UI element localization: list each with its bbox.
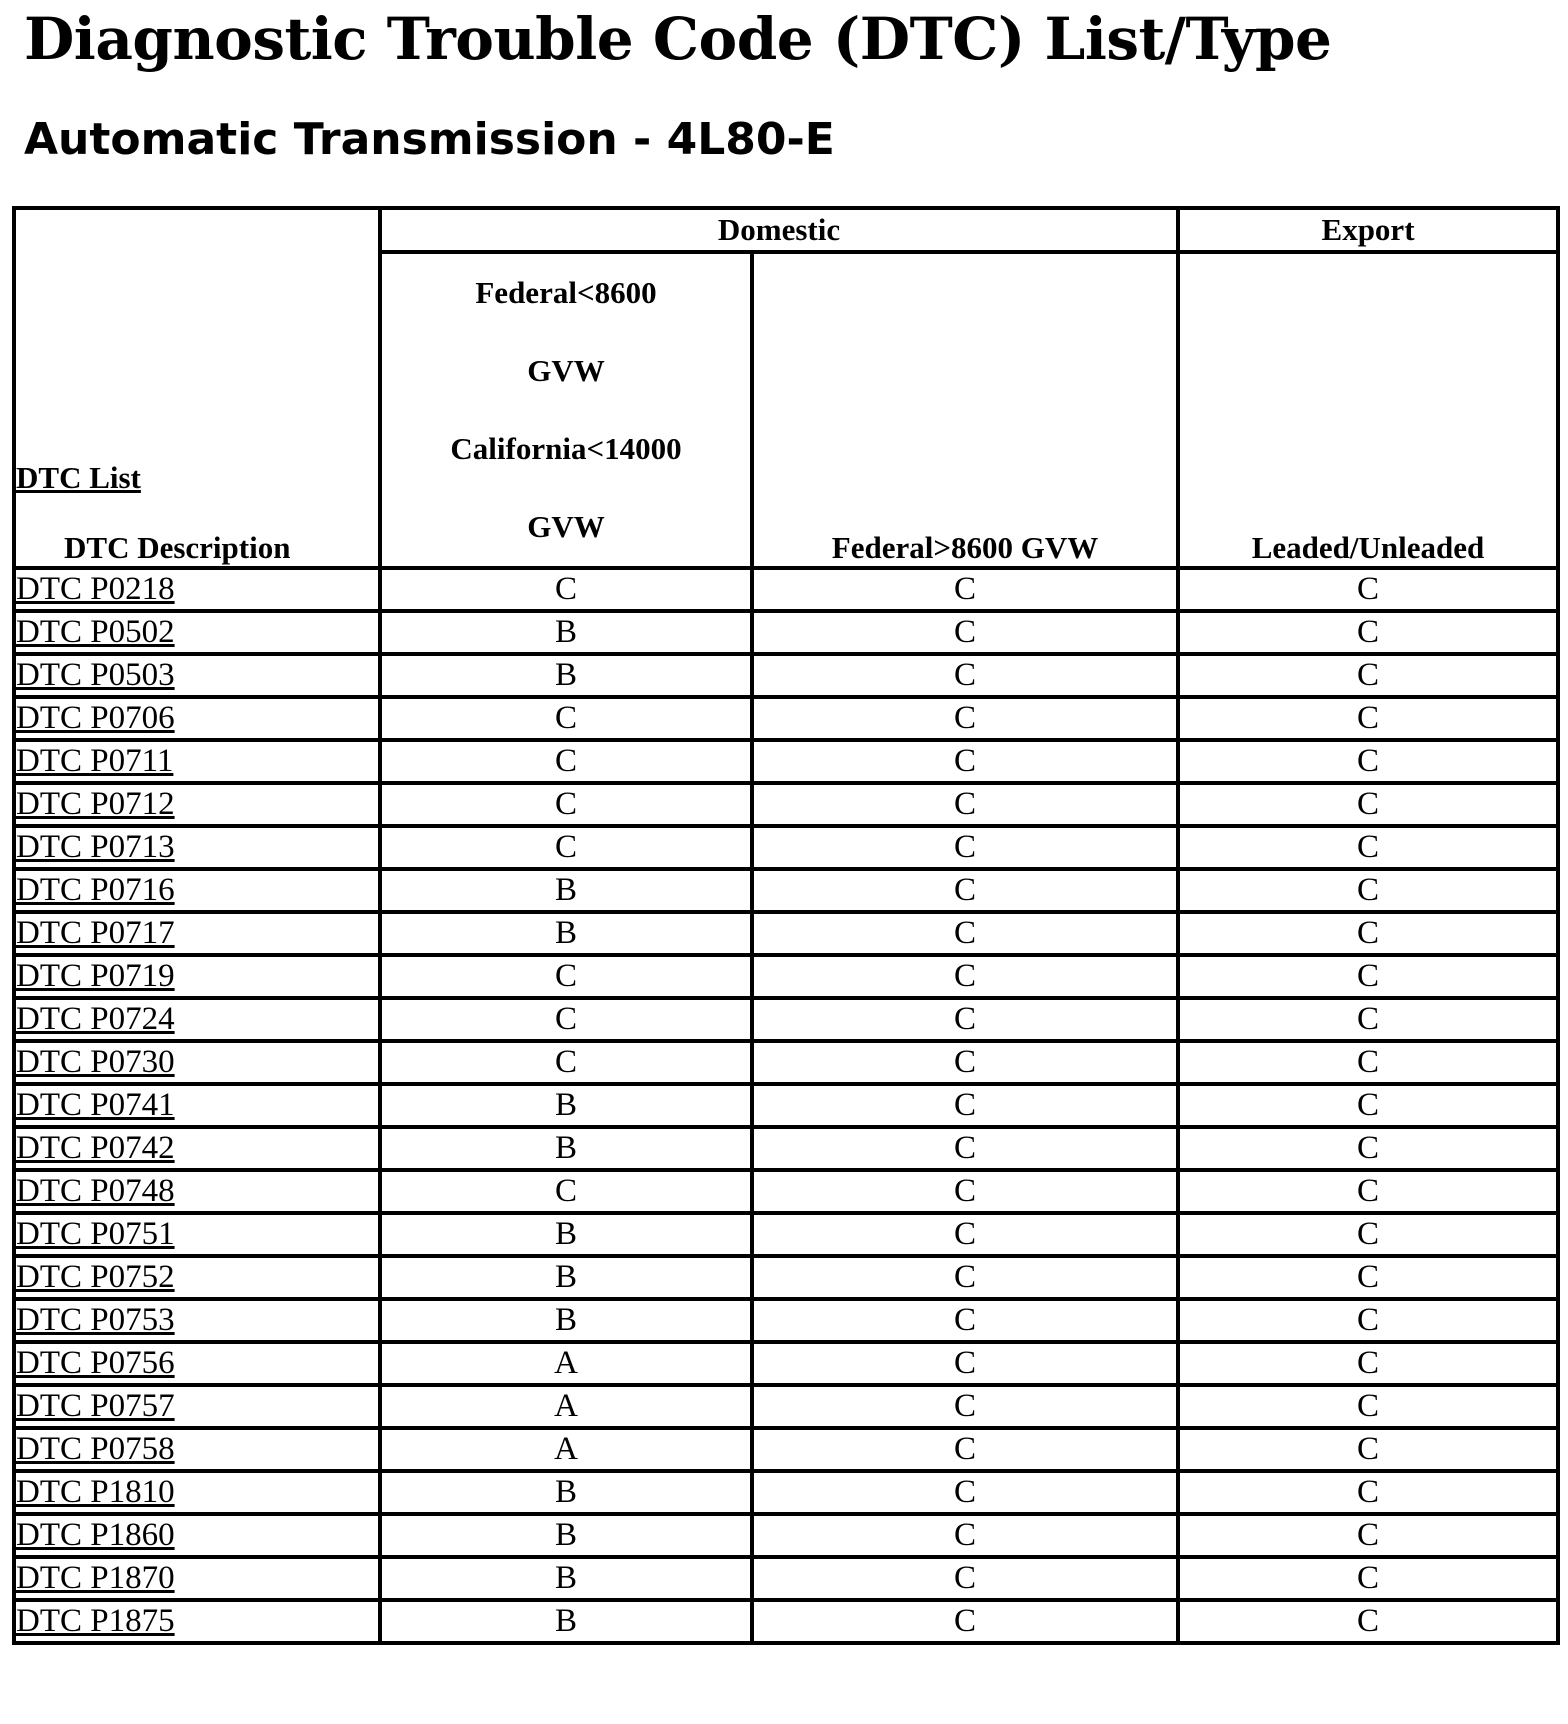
dtc-table-body (14, 568, 1558, 1643)
leaded-unleaded-value: C (1178, 1170, 1558, 1213)
leaded-unleaded-value: C (1178, 1041, 1558, 1084)
table-row (14, 912, 1558, 955)
leaded-unleaded-value: C (1178, 1600, 1558, 1643)
table-row (14, 1557, 1558, 1600)
dtc-code-cell (14, 740, 380, 783)
dtc-code-link[interactable]: DTC P0717 (16, 915, 175, 951)
dtc-code-cell (14, 654, 380, 697)
federal-over-8600-value: C (752, 740, 1178, 783)
federal-under-8600-value: B (380, 1213, 752, 1256)
dtc-code-cell (14, 1213, 380, 1256)
export-header: Export (1178, 208, 1558, 252)
federal-over-8600-value: C (752, 1557, 1178, 1600)
leaded-unleaded-header: Leaded/Unleaded (1178, 252, 1558, 568)
federal-under-8600-value: A (380, 1428, 752, 1471)
dtc-code-cell (14, 1471, 380, 1514)
federal-over-8600-value: C (752, 1127, 1178, 1170)
federal-over-8600-value: C (752, 826, 1178, 869)
dtc-code-cell (14, 1127, 380, 1170)
dtc-code-link[interactable]: DTC P0752 (16, 1259, 175, 1295)
federal-under-8600-line-3: California<14000 (450, 431, 682, 466)
dtc-code-cell (14, 611, 380, 654)
federal-under-8600-value: C (380, 568, 752, 611)
federal-under-8600-value: C (380, 998, 752, 1041)
leaded-unleaded-value: C (1178, 697, 1558, 740)
table-row (14, 1170, 1558, 1213)
dtc-code-link[interactable]: DTC P0748 (16, 1173, 175, 1209)
federal-over-8600-value: C (752, 1041, 1178, 1084)
federal-over-8600-value: C (752, 1170, 1178, 1213)
dtc-code-cell (14, 826, 380, 869)
federal-under-8600-value: B (380, 1299, 752, 1342)
dtc-code-link[interactable]: DTC P0713 (16, 829, 175, 865)
federal-under-8600-value: C (380, 1170, 752, 1213)
dtc-code-link[interactable]: DTC P0758 (16, 1431, 175, 1467)
dtc-description-header (14, 208, 380, 568)
federal-over-8600-value: C (752, 1213, 1178, 1256)
federal-over-8600-value: C (752, 611, 1178, 654)
table-row (14, 568, 1558, 611)
dtc-code-cell (14, 1256, 380, 1299)
dtc-code-link[interactable]: DTC P0742 (16, 1130, 175, 1166)
dtc-code-link[interactable]: DTC P1875 (16, 1603, 175, 1639)
leaded-unleaded-value: C (1178, 1471, 1558, 1514)
dtc-code-link[interactable]: DTC P0719 (16, 958, 175, 994)
dtc-code-link[interactable]: DTC P0706 (16, 700, 175, 736)
dtc-code-link[interactable]: DTC P0218 (16, 571, 175, 607)
dtc-code-cell (14, 568, 380, 611)
leaded-unleaded-value: C (1178, 568, 1558, 611)
federal-under-8600-value: A (380, 1342, 752, 1385)
dtc-code-link[interactable]: DTC P0502 (16, 614, 175, 650)
table-row (14, 1256, 1558, 1299)
federal-under-8600-value: C (380, 1041, 752, 1084)
dtc-code-cell (14, 1557, 380, 1600)
table-row (14, 955, 1558, 998)
leaded-unleaded-value: C (1178, 1213, 1558, 1256)
dtc-code-link[interactable]: DTC P1810 (16, 1474, 175, 1510)
dtc-code-cell (14, 998, 380, 1041)
table-row (14, 783, 1558, 826)
federal-over-8600-header: Federal>8600 GVW (752, 252, 1178, 568)
federal-under-8600-value: A (380, 1385, 752, 1428)
table-row (14, 611, 1558, 654)
federal-under-8600-value: B (380, 1256, 752, 1299)
dtc-table (12, 206, 1560, 1645)
dtc-code-link[interactable]: DTC P1860 (16, 1517, 175, 1553)
dtc-code-link[interactable]: DTC P0716 (16, 872, 175, 908)
dtc-code-link[interactable]: DTC P0741 (16, 1087, 175, 1123)
federal-over-8600-value: C (752, 697, 1178, 740)
federal-over-8600-value: C (752, 783, 1178, 826)
table-group-header-row (14, 208, 1558, 252)
dtc-code-cell (14, 1170, 380, 1213)
federal-under-8600-value: B (380, 1514, 752, 1557)
dtc-code-cell (14, 1385, 380, 1428)
leaded-unleaded-value: C (1178, 1557, 1558, 1600)
leaded-unleaded-value: C (1178, 783, 1558, 826)
leaded-unleaded-value: C (1178, 955, 1558, 998)
federal-under-8600-value: B (380, 1471, 752, 1514)
dtc-code-link[interactable]: DTC P0711 (16, 743, 174, 779)
federal-over-8600-value: C (752, 1256, 1178, 1299)
leaded-unleaded-value: C (1178, 1514, 1558, 1557)
domestic-header: Domestic (380, 208, 1178, 252)
dtc-code-cell (14, 1299, 380, 1342)
federal-over-8600-value: C (752, 912, 1178, 955)
federal-under-8600-line-1: Federal<8600 (475, 275, 657, 310)
federal-over-8600-value: C (752, 869, 1178, 912)
federal-over-8600-value: C (752, 1342, 1178, 1385)
table-row (14, 1342, 1558, 1385)
table-row (14, 1514, 1558, 1557)
table-row (14, 740, 1558, 783)
leaded-unleaded-value: C (1178, 1256, 1558, 1299)
federal-under-8600-value: C (380, 826, 752, 869)
table-row (14, 1127, 1558, 1170)
dtc-code-cell (14, 869, 380, 912)
dtc-description-label: DTC Description (64, 530, 291, 565)
table-row (14, 697, 1558, 740)
leaded-unleaded-value: C (1178, 1428, 1558, 1471)
federal-under-8600-value: C (380, 697, 752, 740)
federal-over-8600-value: C (752, 1471, 1178, 1514)
dtc-code-link[interactable]: DTC P0753 (16, 1302, 175, 1338)
dtc-code-cell (14, 955, 380, 998)
federal-over-8600-value: C (752, 568, 1178, 611)
federal-over-8600-value: C (752, 1600, 1178, 1643)
leaded-unleaded-value: C (1178, 912, 1558, 955)
federal-under-8600-line-2: GVW (527, 353, 605, 388)
federal-over-8600-value: C (752, 654, 1178, 697)
table-row (14, 1471, 1558, 1514)
dtc-code-link[interactable]: DTC P0712 (16, 786, 175, 822)
page-title: Diagnostic Trouble Code (DTC) List/Type (24, 5, 1332, 73)
dtc-code-cell (14, 783, 380, 826)
page-subtitle: Automatic Transmission - 4L80-E (24, 114, 835, 165)
federal-under-8600-header (380, 252, 752, 568)
federal-over-8600-value: C (752, 1514, 1178, 1557)
leaded-unleaded-value: C (1178, 1385, 1558, 1428)
table-row (14, 869, 1558, 912)
dtc-code-link[interactable]: DTC P0757 (16, 1388, 175, 1424)
federal-over-8600-value: C (752, 1385, 1178, 1428)
federal-under-8600-value: B (380, 1127, 752, 1170)
federal-under-8600-value: C (380, 740, 752, 783)
leaded-unleaded-value: C (1178, 1084, 1558, 1127)
dtc-code-cell (14, 1041, 380, 1084)
dtc-code-link[interactable]: DTC P0751 (16, 1216, 175, 1252)
federal-under-8600-value: C (380, 955, 752, 998)
table-row (14, 654, 1558, 697)
dtc-code-link[interactable]: DTC P0724 (16, 1001, 175, 1037)
federal-under-8600-value: B (380, 611, 752, 654)
federal-over-8600-value: C (752, 1428, 1178, 1471)
table-row (14, 1299, 1558, 1342)
federal-over-8600-value: C (752, 1299, 1178, 1342)
federal-under-8600-value: B (380, 1600, 752, 1643)
table-row (14, 826, 1558, 869)
dtc-code-link[interactable]: DTC P1870 (16, 1560, 175, 1596)
table-row (14, 1084, 1558, 1127)
federal-under-8600-value: B (380, 869, 752, 912)
dtc-code-cell (14, 912, 380, 955)
leaded-unleaded-value: C (1178, 1127, 1558, 1170)
federal-under-8600-value: B (380, 912, 752, 955)
dtc-code-cell (14, 1514, 380, 1557)
dtc-list-label[interactable]: DTC List (16, 460, 141, 495)
table-row (14, 998, 1558, 1041)
table-row (14, 1428, 1558, 1471)
leaded-unleaded-value: C (1178, 869, 1558, 912)
dtc-code-cell (14, 697, 380, 740)
federal-under-8600-value: B (380, 654, 752, 697)
federal-under-8600-value: B (380, 1557, 752, 1600)
dtc-code-cell (14, 1342, 380, 1385)
leaded-unleaded-value: C (1178, 826, 1558, 869)
federal-over-8600-value: C (752, 1084, 1178, 1127)
table-row (14, 1600, 1558, 1643)
dtc-code-link[interactable]: DTC P0503 (16, 657, 175, 693)
table-row (14, 1041, 1558, 1084)
leaded-unleaded-value: C (1178, 1299, 1558, 1342)
dtc-code-cell (14, 1600, 380, 1643)
leaded-unleaded-value: C (1178, 654, 1558, 697)
table-row (14, 1385, 1558, 1428)
federal-over-8600-value: C (752, 998, 1178, 1041)
dtc-code-cell (14, 1084, 380, 1127)
federal-under-8600-value: B (380, 1084, 752, 1127)
federal-under-8600-line-4: GVW (527, 509, 605, 544)
leaded-unleaded-value: C (1178, 998, 1558, 1041)
leaded-unleaded-value: C (1178, 740, 1558, 783)
dtc-code-link[interactable]: DTC P0756 (16, 1345, 175, 1381)
federal-under-8600-value: C (380, 783, 752, 826)
leaded-unleaded-value: C (1178, 1342, 1558, 1385)
table-row (14, 1213, 1558, 1256)
federal-over-8600-value: C (752, 955, 1178, 998)
dtc-code-cell (14, 1428, 380, 1471)
dtc-code-link[interactable]: DTC P0730 (16, 1044, 175, 1080)
leaded-unleaded-value: C (1178, 611, 1558, 654)
